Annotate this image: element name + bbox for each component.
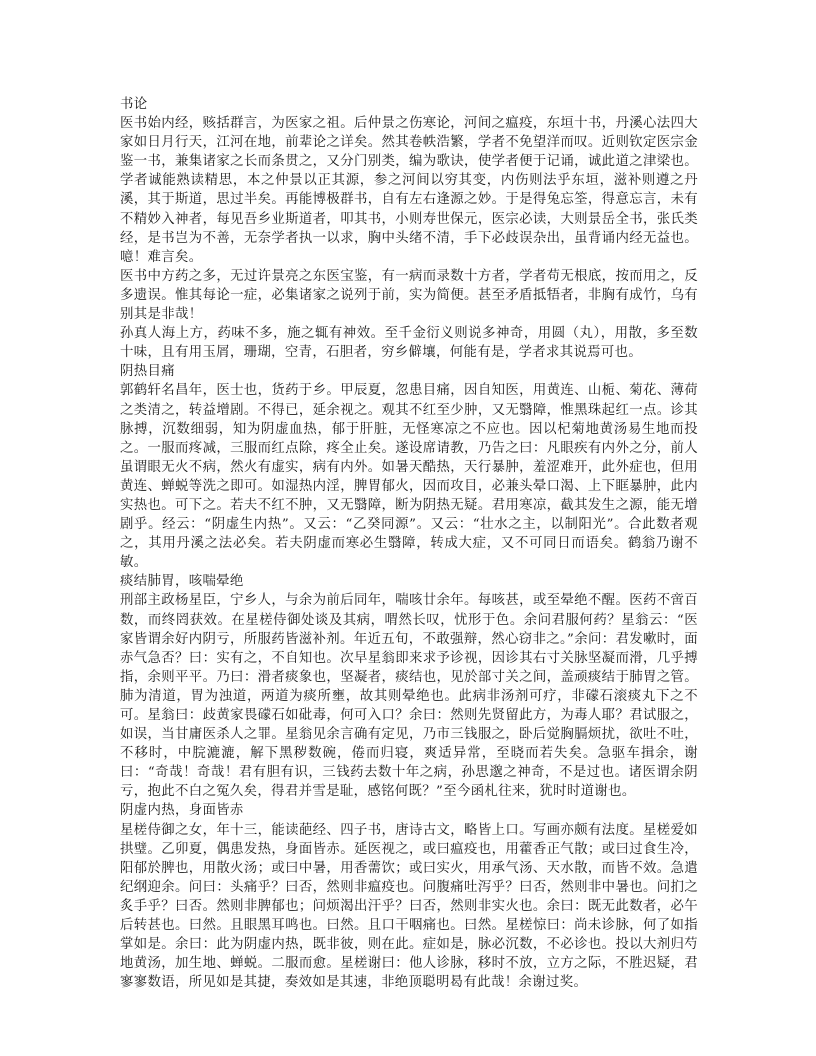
section-title: 书论 — [120, 97, 148, 112]
section-tan-jie-fei-wei — [120, 572, 698, 801]
section-title: 阴热目痛 — [120, 364, 175, 380]
section-title: 痰结肺胃，咳喘晕绝 — [120, 574, 244, 590]
paragraph: 医书中方药之多，无过许景亮之东医宝鉴，有一病而录数十方者，学者苟无根底，按而用之，反多遗误。惟其每论一症，必集诸家之说列于前，实为简便。甚至矛盾抵牾者，非胸有成竹，乌有别其是非哉！ — [120, 268, 698, 323]
paragraph: 刑部主政杨星臣，宁乡人，与余为前后同年，喘咳廿余年。每咳甚，或至晕绝不醒。医药不啻百数，而终罔获效。在星槎侍御处谈及其病，喟然长叹，忧形于色。余问君服何药？星翁云：“医家皆谓余好内阴亏，所服药皆滋补剂。年近五旬，不敢强辩，然心窃非之。”余问：君发嗽时，面赤气急否？曰：实有之，不自知也。次早星翁即来求予诊视，因诊其右寸关脉坚凝而滑，几乎搏指，余则平平。乃曰：滑者痰象也，坚凝者，痰结也，见於部寸关之间，盖顽痰结于肺胃之管。肺为清道，胃为浊道，两道为痰所壅，故其则晕绝也。此病非汤剂可疗，非礞石滚痰丸下之不可。星翁曰：歧黄家畏礞石如砒毒，何可入口？余曰：然则先贤留此方，为毒人耶？君试服之，如误，当甘庸医杀人之罪。星翁见余言确有定见，乃市三钱服之，卧后觉胸膈烦扰，欲吐不吐，不移时，中脘漉漉，解下黑秽数碗，倦而归寝，爽适异常，至晓而若失矣。急驱车揖余，谢曰：“奇哉！奇哉！君有胆有识，三钱药去数十年之病，孙思邈之神奇，不是过也。诸医谓余阴亏，抱此不白之冤久矣，得君并雪是耻，感铭何既？”至今函札往来，犹时时道谢也。 — [120, 593, 698, 800]
section-shu-lun — [120, 95, 698, 362]
paragraph: 星槎侍御之女，年十三，能读葩经、四子书，唐诗古文，略皆上口。写画亦颇有法度。星槎爱如拱璧。乙卯夏，偶患发热，身面皆赤。延医视之，或曰瘟疫也，用藿香正气散；或曰过食生冷，阳郁於脾也，用散火汤；或曰中暑，用香薷饮；或曰实火，用承气汤、天水散，而皆不效。急遣纪纲迎余。问曰：头痛乎？曰否，然则非瘟疫也。问腹痛吐泻乎？曰否，然则非中暑也。问扪之炙手乎？曰否。然则非脾郁也；问烦渴出汗乎？曰否，然则非实火也。余曰：既无此数者，必午后转甚也。曰然。且眼黑耳鸣也。曰然。且口干咽痛也。曰然。星槎惊曰：尚未诊脉，何了如指掌如是。余曰：此为阴虚内热，既非彼，则在此。症如是，脉必沉数，不必诊也。投以大剂归芍地黄汤，加生地、蝉蜕。二服而愈。星槎谢曰：他人诊脉，移时不放，立方之际，不胜迟疑，君寥寥数语，所见如是其捷，奏效如是其速，非绝顶聪明曷有此哉！余谢过奖。 — [120, 822, 698, 991]
document-page — [120, 95, 698, 992]
paragraph: 医书始内经，赅括群言，为医家之祖。后仲景之伤寒论，河间之瘟疫，东垣十书，丹溪心法四大家如日月行天，江河在地，前辈论之详矣。然其卷帙浩繁，学者不免望洋而叹。近则钦定医宗金鉴一书，兼集诸家之长而条贯之，又分门别类，编为歌诀，使学者便于记诵，诚此道之津梁也。学者诚能熟读精思，本之仲景以正其源，参之河间以穷其变，内伤则法乎东垣，滋补则遵之丹溪，其于斯道，思过半矣。再能博极群书，自有左右逢源之妙。于是得兔忘筌，得意忘言，未有不精妙入神者，每见吾乡业斯道者，叩其书，小则寿世保元，医宗必读，大则景岳全书，张氏类经，是书岂为不善，无奈学者执一以求，胸中头绪不清，手下必歧误杂出，虽背诵内经无益也。噫！难言矣。 — [120, 116, 698, 265]
section-yin-xu-nei-re — [120, 801, 698, 992]
paragraph: 孙真人海上方，药味不多，施之辄有神效。至千金衍义则说多神奇，用圆（丸），用散，多至数十味，且有用玉屑，珊瑚，空青，石胆者，穷乡僻壤，何能有是，学者求其说焉可也。 — [120, 326, 698, 361]
section-yin-re-mu-tong — [120, 362, 698, 572]
paragraph: 郭鹤轩名昌年，医士也，货药于乡。甲辰夏，忽患目痛，因自知医，用黄连、山栀、菊花、薄荷之类清之，转益增剧。不得已，延余视之。观其不红至少肿，又无翳障，惟黑珠起红一点。诊其脉搏，沉数细弱，知为阴虚血热，郁于肝脏，无怪寒凉之不应也。因以杞菊地黄汤易生地而投之。一服而疼减，三服而红点除，疼全止矣。遂设席请教，乃告之曰：凡眼疾有内外之分，前人虽谓眼无火不病，然火有虚实，病有内外。如暑天酷热，天行暴肿，羞涩难开，此外症也，但用黄连、蝉蜕等洗之即可。如湿热内淫，脾胃郁火，因而攻目，必兼头晕口渴、上下眶暴肿，此内实热也。可下之。若夫不红不肿，又无翳障，断为阴热无疑。君用寒凉，截其发生之源，能无增剧乎。经云：“阴虚生内热”。又云：“乙癸同源”。又云：“壮水之主，以制阳光”。合此数者观之，其用丹溪之法必矣。若夫阴虚而寒必生翳障，转成大症，又不可同日而语矣。鹤翁乃谢不敏。 — [120, 383, 698, 571]
section-title: 阴虚内热，身面皆赤 — [120, 803, 244, 819]
